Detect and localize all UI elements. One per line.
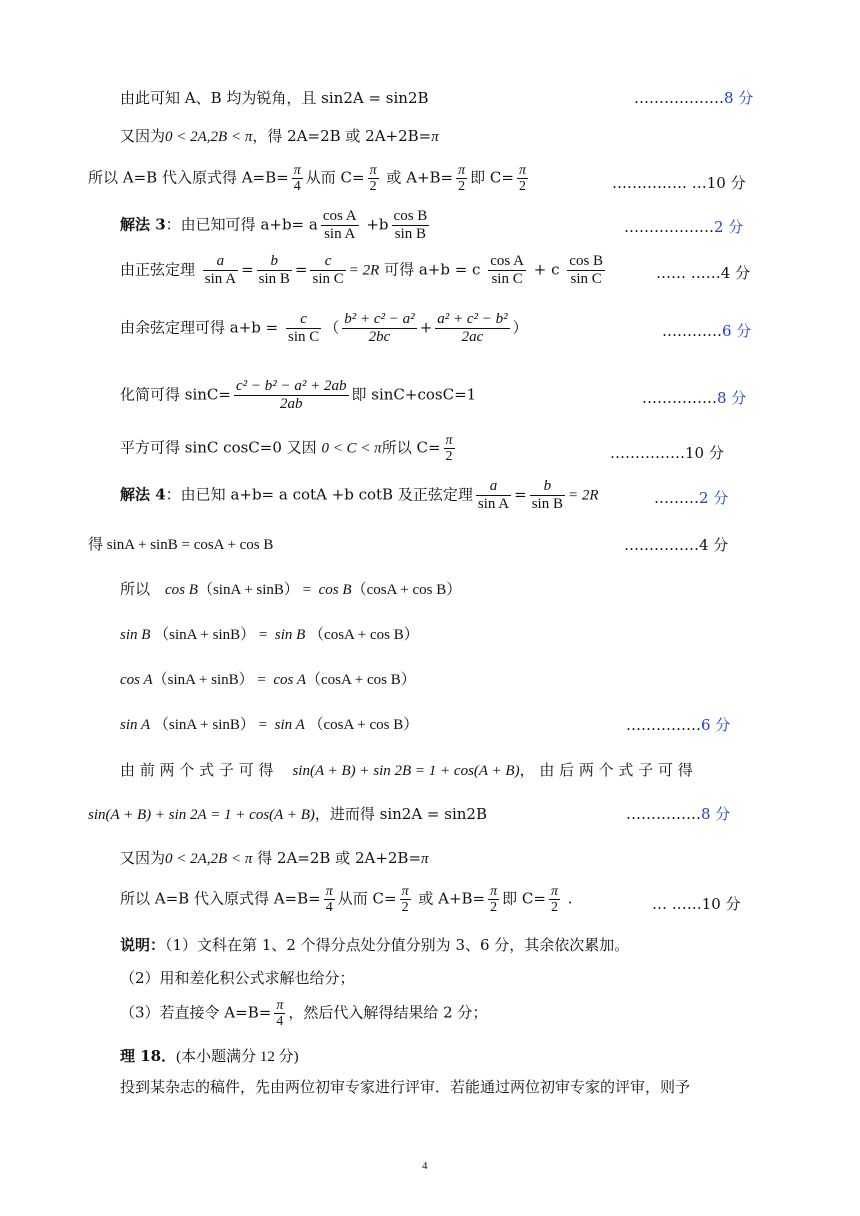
line-6: 由余弦定理可得 a+b = $\frac{c}{\text{sin C}}$ （ $\frac{\text{b² + c² − a²}}{2bc}$ + $\frac{\text{a² + c² − b²}}{2ac}$ ）: [120, 311, 528, 345]
fraction-cosine-rule-1: $\frac{\text{b² + c² − a²}}{2bc}$: [344, 311, 415, 345]
line-8: 平方可得 sinC cosC=0 又因 0 < C < π所以 C= $\frac{\pi}{2}$: [120, 433, 453, 464]
fraction-c-sinC: $\frac{c}{\text{sin C}}$: [312, 253, 344, 287]
line-11: 所以 cos B（sinA + sinB） = cos B（cosA + cos B）: [120, 582, 462, 598]
fraction-cosine-rule-2: $\frac{\text{a² + c² − b²}}{2ac}$: [437, 311, 508, 345]
score-10: ……………4 分: [624, 536, 729, 554]
fraction-a-sinA: $\frac{a}{\text{sin A}}$: [204, 253, 237, 287]
score-18: … ……10 分: [652, 895, 741, 913]
line-2: 又因为0 < 2A,2B < π，得 2A=2B 或 2A+2B=π: [120, 127, 439, 145]
line-4: 解法 3：由已知可得 a+b= a $\frac{\text{cos A}}{\text{sin A}}$ +b $\frac{\text{cos B}}{\text{sin B}}$: [120, 208, 428, 242]
score-16: ……………8 分: [626, 805, 731, 823]
question-18-heading: 理 18．(本小题满分 12 分): [120, 1047, 299, 1065]
line-1: [120, 88, 429, 108]
fraction-pi-4: $\frac{\pi}{4}$: [276, 998, 284, 1029]
note-label: 说明：: [120, 936, 166, 954]
line-17: 又因为0 < 2A,2B < π 得 2A=2B 或 2A+2B=π: [120, 849, 429, 867]
fraction-b-sinB: $\frac{b}{\text{sin B}}$: [258, 253, 290, 287]
fraction-b-sinB: $\frac{b}{\text{sin B}}$: [531, 478, 563, 512]
fraction-cosB-sinB: $\frac{\text{cos B}}{\text{sin B}}$: [393, 208, 428, 242]
note-3: （3）若直接令 A=B= $\frac{\pi}{4}$ ，然后代入解得结果给 2 分；: [120, 998, 488, 1029]
fraction-pi-4: $\frac{\pi}{4}$: [293, 163, 301, 194]
fraction-pi-2: $\frac{\pi}{2}$: [550, 884, 558, 915]
page-number: 4: [422, 1160, 428, 1172]
note-1: 说明：（1）文科在第 1、2 个得分点处分值分别为 3、6 分，其余依次累加。: [120, 936, 630, 954]
score-14: ……………6 分: [626, 716, 731, 734]
line-9: 解法 4：由已知 a+b= a cotA +b cotB 及正弦定理 $\frac{a}{\text{sin A}}$ = $\frac{b}{\text{sin B}}$ = 2R: [120, 478, 599, 512]
fraction-pi-2: $\frac{\pi}{2}$: [518, 163, 526, 194]
score-3: …………… …10 分: [612, 174, 746, 192]
line-5: 由正弦定理 $\frac{a}{\text{sin A}}$ = $\frac{b}{\text{sin B}}$ = $\frac{c}{\text{sin C}}$ = 2R 可得 a+b = c $\frac{\text{cos A}}{\text{sin C}}$ + c $\frac{\text{cos B}}{\text{sin C}}$: [120, 253, 604, 287]
fraction-a-sinA: $\frac{a}{\text{sin A}}$: [477, 478, 510, 512]
line-12: sin B （sinA + sinB） = sin B （cosA + cos B）: [120, 627, 419, 643]
note-2: （2）用和差化积公式求解也给分；: [120, 969, 355, 987]
fraction-cosA-sinC: $\frac{\text{cos A}}{\text{sin C}}$: [490, 253, 524, 287]
line-16: sin(A + B) + sin 2A = 1 + cos(A + B)，进而得 sin2A = sin2B: [88, 805, 487, 823]
line-10: 得 sinA + sinB = cosA + cos B: [88, 537, 274, 553]
method-4-label: 解法 4: [120, 485, 166, 504]
score-9: ………2 分: [654, 489, 729, 507]
line-15: 由 前 两 个 式 子 可 得 sin(A + B) + sin 2B = 1 + cos(A + B)， 由 后 两 个 式 子 可 得: [120, 761, 693, 779]
score-1: ………………8 分: [634, 89, 754, 107]
fraction-cosB-sinC: $\frac{\text{cos B}}{\text{sin C}}$: [569, 253, 604, 287]
fraction-c-sinC: $\frac{c}{\text{sin C}}$: [288, 311, 320, 345]
line-3: 所以 A=B 代入原式得 A=B= $\frac{\pi}{4}$ 从而 C= $\frac{\pi}{2}$ 或 A+B= $\frac{\pi}{2}$ 即 C= $\frac{\pi}{2}$: [88, 163, 526, 194]
fraction-cosA-sinA: $\frac{\text{cos A}}{\text{sin A}}$: [322, 208, 357, 242]
score-7: ……………8 分: [642, 389, 747, 407]
method-3-label: 解法 3: [120, 215, 166, 234]
score-4: ………………2 分: [624, 218, 744, 236]
fraction-pi-2: $\frac{\pi}{2}$: [401, 884, 409, 915]
fraction-pi-2: $\frac{\pi}{2}$: [445, 433, 453, 464]
fraction-pi-2: $\frac{\pi}{2}$: [369, 163, 377, 194]
text: 由此可知 A、B 均为锐角，且 sin2A = sin2B: [120, 89, 429, 107]
fraction-pi-2: $\frac{\pi}{2}$: [458, 163, 466, 194]
line-14: sin A （sinA + sinB） = sin A （cosA + cos B）: [120, 717, 419, 733]
score-8: ……………10 分: [610, 444, 724, 462]
fraction-pi-4: $\frac{\pi}{4}$: [325, 884, 333, 915]
fraction-pi-2: $\frac{\pi}{2}$: [490, 884, 498, 915]
score-5: …… ……4 分: [656, 264, 751, 282]
line-13: cos A（sinA + sinB） = cos A（cosA + cos B）: [120, 672, 416, 688]
question-18-text: 投到某杂志的稿件，先由两位初审专家进行评审．若能通过两位初审专家的评审，则予: [120, 1078, 691, 1096]
line-7: 化简可得 sinC= $\frac{\text{c² − b² − a² + 2ab}}{2ab}$ 即 sinC+cosC=1: [120, 378, 477, 412]
score-6: …………6 分: [662, 322, 752, 340]
fraction-sinC: $\frac{\text{c² − b² − a² + 2ab}}{2ab}$: [235, 378, 347, 412]
line-18: 所以 A=B 代入原式得 A=B= $\frac{\pi}{4}$ 从而 C= $\frac{\pi}{2}$ 或 A+B= $\frac{\pi}{2}$ 即 C= $\frac{\pi}{2}$ .: [120, 884, 573, 915]
